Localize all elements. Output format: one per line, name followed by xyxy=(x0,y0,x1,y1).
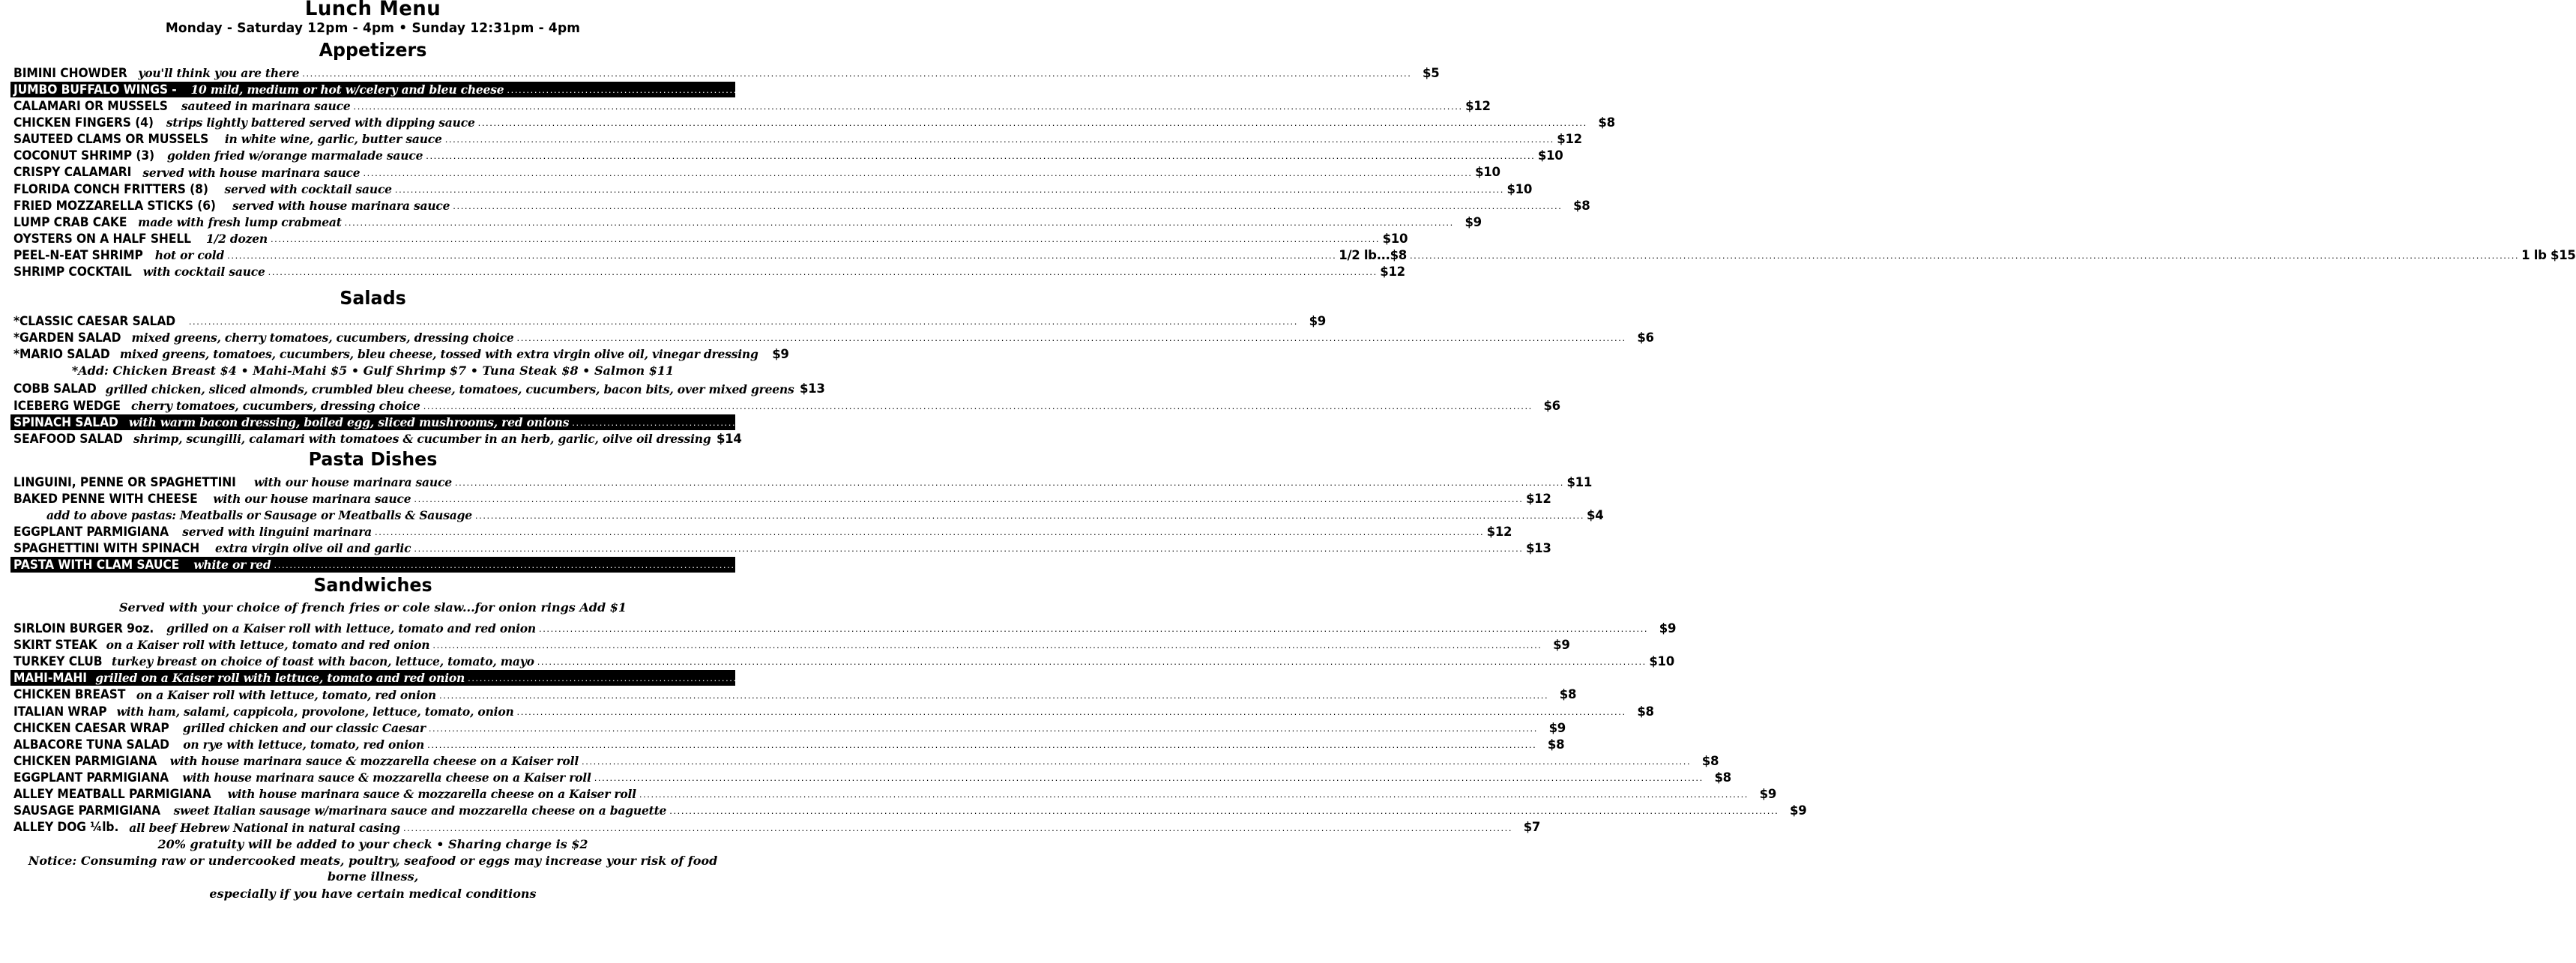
menu-item-name: SHRIMP COCKTAIL xyxy=(13,265,132,280)
dot-leader xyxy=(395,184,1504,194)
menu-item-description: 1/2 dozen xyxy=(206,232,268,247)
dot-leader xyxy=(582,756,1691,766)
menu-item-description: golden fried w/orange marmalade sauce xyxy=(167,148,423,163)
menu-item-description: grilled on a Kaiser roll with lettuce, tomato and red onion xyxy=(166,621,536,636)
menu-item-name: CHICKEN CAESAR WRAP xyxy=(13,720,169,735)
menu-item-price: $12 xyxy=(1525,491,1551,506)
menu-item-description: served with house marinara sauce xyxy=(232,198,450,213)
menu-item-row xyxy=(10,313,1326,329)
sandwiches-served-with-note: Served with your choice of french fries or cole slaw...for onion rings Add $1 xyxy=(119,600,627,615)
menu-item-name: FRIED MOZZARELLA STICKS (6) xyxy=(13,198,216,213)
menu-item-price: $11 xyxy=(1579,671,1605,686)
dot-leader xyxy=(669,806,1779,815)
menu-item-row xyxy=(10,198,1590,214)
menu-item-description: with cocktail sauce xyxy=(142,265,265,280)
menu-item-row xyxy=(10,247,2576,263)
menu-item-description: with ham, salami, cappicola, provolone, lettuce, tomato, onion xyxy=(116,704,514,719)
menu-item-row xyxy=(10,431,742,447)
menu-item-price: $8 xyxy=(1573,198,1590,213)
menu-item-name: CHICKEN BREAST xyxy=(13,687,126,702)
menu-item-price: $5 xyxy=(1423,65,1440,80)
menu-item-name: SPAGHETTINI WITH SPINACH xyxy=(13,541,200,556)
dot-leader xyxy=(227,250,1336,260)
dot-leader xyxy=(414,494,1523,504)
menu-item-description: on rye with lettuce, tomato, red onion xyxy=(183,737,425,752)
section-heading-salads: Salads xyxy=(340,287,406,310)
menu-item-name: SAUSAGE PARMIGIANA xyxy=(13,803,161,818)
menu-item-price: $10 xyxy=(1382,231,1408,246)
menu-item-name: SEAFOOD SALAD xyxy=(13,431,123,446)
menu-item-description: with warm bacon dressing, boiled egg, sliced mushrooms, red onions xyxy=(128,414,570,429)
menu-item-row xyxy=(10,670,1605,686)
menu-item-name: LINGUINI, PENNE OR SPAGHETTINI xyxy=(13,474,236,489)
menu-item-description: mixed greens, cherry tomatoes, cucumbers, dressing choice xyxy=(131,330,514,345)
menu-item-name: *MARIO SALAD xyxy=(13,347,110,362)
menu-item-row xyxy=(10,131,1582,147)
menu-item-name: COCONUT SHRIMP (3) xyxy=(13,148,155,163)
menu-item-row xyxy=(10,491,1551,507)
menu-item-price: $11 xyxy=(1566,474,1593,489)
dot-leader xyxy=(478,118,1587,127)
menu-item-name: CHICKEN PARMIGIANA xyxy=(13,753,157,768)
menu-item-description: with house marinara sauce & mozzarella cheese on a Kaiser roll xyxy=(169,754,579,769)
menu-item-price: $9 xyxy=(1692,414,1710,429)
menu-item-name: OYSTERS ON A HALF SHELL xyxy=(13,231,191,246)
dot-leader xyxy=(375,527,1484,537)
menu-item-description: sauteed in marinara sauce xyxy=(181,99,351,114)
menu-item-description: you'll think you are there xyxy=(138,65,300,80)
dot-leader xyxy=(475,510,1584,520)
dot-leader xyxy=(537,656,1647,666)
menu-item-price: $6 xyxy=(1637,330,1654,345)
menu-item-name: *CLASSIC CAESAR SALAD xyxy=(13,314,176,328)
dot-leader xyxy=(426,151,1535,160)
menu-item-price: $8 xyxy=(1701,753,1719,768)
menu-item-row xyxy=(10,686,1577,702)
menu-item-description: grilled chicken and our classic Caesar xyxy=(182,720,426,735)
menu-item-price: $12 xyxy=(1465,98,1491,113)
menu-item-price: $13 xyxy=(799,381,825,396)
menu-item-row xyxy=(10,82,1644,97)
menu-item-description: hot or cold xyxy=(154,248,225,263)
dot-leader xyxy=(274,560,1384,570)
menu-item-price: $7 xyxy=(1523,820,1541,835)
menu-item-row xyxy=(10,181,1533,197)
menu-item-description: in white wine, garlic, butter sauce xyxy=(224,132,442,147)
menu-item-row xyxy=(10,720,1566,736)
menu-item-description: turkey breast on choice of toast with bacon, lettuce, tomato, mayo xyxy=(112,654,534,669)
menu-item-row xyxy=(10,819,1541,835)
dot-leader xyxy=(468,673,1577,683)
menu-item-name: MAHI-MAHI xyxy=(13,671,87,686)
menu-item-price: $4 xyxy=(1587,507,1604,522)
menu-item-price: $8 xyxy=(1559,687,1577,702)
menu-item-row xyxy=(10,164,1500,180)
page-title: Lunch Menu xyxy=(304,0,441,20)
menu-item-description: with house marinara sauce & mozzarella cheese on a Kaiser roll xyxy=(182,770,591,785)
menu-item-row xyxy=(10,770,1731,785)
menu-item-name: ITALIAN WRAP xyxy=(13,704,107,719)
menu-item-price: $8 xyxy=(1598,115,1615,130)
menu-item-row xyxy=(10,148,1563,163)
sandwiches-list xyxy=(10,621,1807,836)
menu-item-description: all beef Hebrew National in natural casing xyxy=(129,820,400,835)
dot-leader xyxy=(403,823,1512,833)
dot-leader xyxy=(189,316,1298,326)
menu-item-price: $12 xyxy=(1486,525,1512,539)
menu-item-row xyxy=(10,637,1570,653)
menu-item-name: SIRLOIN BURGER 9oz. xyxy=(13,621,154,636)
menu-item-price: $9 xyxy=(772,347,789,362)
dot-leader xyxy=(439,690,1548,700)
menu-item-name: SKIRT STEAK xyxy=(13,638,97,653)
dot-leader xyxy=(271,234,1380,244)
menu-item-row xyxy=(10,803,1807,818)
dot-leader xyxy=(445,134,1554,144)
dot-leader xyxy=(268,267,1378,277)
dot-leader xyxy=(453,201,1562,211)
menu-item-name: COBB SALAD xyxy=(13,381,97,396)
menu-item-description: add to above pastas: Meatballs or Sausage or Meatballs & Sausage xyxy=(46,508,472,523)
appetizers-list xyxy=(10,65,2576,280)
health-notice-line-1: Notice: Consuming raw or undercooked meats, poultry, seafood or eggs may increase your risk of food borne illness, xyxy=(28,854,718,884)
menu-item-price: $10 xyxy=(1475,165,1500,180)
menu-item-row xyxy=(10,214,1482,230)
dot-leader xyxy=(427,740,1536,749)
dot-leader xyxy=(594,773,1704,782)
menu-item-description: sweet Italian sausage w/marinara sauce and mozzarella cheese on a baguette xyxy=(173,803,667,818)
menu-item-description: shrimp, scungilli, calamari with tomatoes & cucumber in an herb, garlic, oilve oil dressing xyxy=(133,431,711,446)
menu-item-row xyxy=(10,231,1408,247)
menu-item-description: strips lightly battered served with dipping sauce xyxy=(166,115,475,130)
menu-item-description: served with linguini marinara xyxy=(182,525,372,540)
menu-item-row xyxy=(10,414,1710,430)
menu-item-name: CALAMARI OR MUSSELS xyxy=(13,98,168,113)
menu-item-description: with house marinara sauce & mozzarella cheese on a Kaiser roll xyxy=(227,787,636,802)
menu-item-row xyxy=(10,557,1411,573)
menu-item-price: $12 xyxy=(1380,265,1405,280)
menu-item-price: $9 xyxy=(1790,803,1807,818)
menu-item-row xyxy=(10,65,1440,81)
menu-item-description: on a Kaiser roll with lettuce, tomato, red onion xyxy=(136,687,437,702)
menu-item-description: extra virgin olive oil and garlic xyxy=(214,541,411,556)
menu-item-row xyxy=(10,753,1719,769)
menu-item-price: $11 xyxy=(1619,82,1644,97)
menu-item-price: $9 xyxy=(1548,720,1566,735)
menu-item-name: SPINACH SALAD xyxy=(13,414,118,429)
dot-leader xyxy=(345,217,1454,227)
menu-item-name: PEEL-N-EAT SHRIMP xyxy=(13,248,143,262)
menu-item-description: grilled chicken, sliced almonds, crumbled bleu cheese, tomatoes, cucumbers, bacon bits, over mixed greens xyxy=(105,381,794,396)
menu-item-row xyxy=(10,330,1654,345)
menu-item-row xyxy=(10,398,1560,414)
menu-item-description: on a Kaiser roll with lettuce, tomato and red onion xyxy=(106,638,430,653)
menu-item-description: with our house marinara sauce xyxy=(253,474,452,489)
menu-item-price: $9 xyxy=(1309,314,1326,328)
menu-item-price: $14 xyxy=(716,431,742,446)
menu-item-price: $9 xyxy=(1553,638,1570,653)
menu-item-row xyxy=(10,540,1551,556)
menu-item-price: $9 xyxy=(1465,214,1482,229)
menu-item-row xyxy=(10,524,1512,540)
pasta-dishes-list xyxy=(10,474,1604,573)
menu-item-description: grilled on a Kaiser roll with lettuce, tomato and red onion xyxy=(95,671,465,686)
dot-leader xyxy=(639,789,1749,799)
menu-item-price: 1 lb $15 xyxy=(2521,248,2576,262)
menu-item-row xyxy=(10,621,1677,636)
menu-item-description: served with cocktail sauce xyxy=(224,181,392,196)
dot-leader xyxy=(414,543,1523,553)
dot-leader xyxy=(429,723,1538,733)
menu-item-row xyxy=(10,98,1491,114)
menu-item-name: ALLEY MEATBALL PARMIGIANA xyxy=(13,787,211,802)
menu-item-price: $8 xyxy=(1547,737,1565,752)
menu-item-price: $10 xyxy=(1506,181,1533,196)
menu-item-name: JUMBO BUFFALO WINGS - xyxy=(13,82,177,97)
menu-item-name: TURKEY CLUB xyxy=(13,654,103,669)
menu-item-description: served with house marinara sauce xyxy=(142,165,361,180)
dot-leader xyxy=(432,640,1542,650)
dot-leader xyxy=(1410,250,2519,260)
menu-item-description: cherry tomatoes, cucumbers, dressing choice xyxy=(131,398,420,413)
menu-item-secondary-price: 1/2 lb...$8 xyxy=(1339,248,1407,262)
menu-item-price: $6 xyxy=(1543,398,1560,413)
section-heading-appetizers: Appetizers xyxy=(319,38,427,61)
menu-item-row xyxy=(10,381,825,396)
menu-item-row xyxy=(10,474,1593,490)
menu-item-row xyxy=(10,786,1777,802)
dot-leader xyxy=(517,333,1626,342)
menu-item-name: ALBACORE TUNA SALAD xyxy=(13,737,169,752)
menu-item-name: LUMP CRAB CAKE xyxy=(13,214,127,229)
menu-item-row xyxy=(10,264,1405,280)
menu-item-description: made with fresh lump crabmeat xyxy=(138,214,342,229)
menu-item-price: $10 xyxy=(1537,148,1563,163)
dot-leader xyxy=(354,101,1463,111)
menu-item-description: 10 mild, medium or hot w/celery and bleu cheese xyxy=(190,82,504,97)
menu-item-name: CHICKEN FINGERS (4) xyxy=(13,115,154,130)
menu-item-row xyxy=(10,737,1565,752)
dot-leader xyxy=(302,68,1411,78)
menu-item-row xyxy=(10,704,1654,719)
menu-item-name: BAKED PENNE WITH CHEESE xyxy=(13,491,198,506)
health-notice-line-2: especially if you have certain medical conditions xyxy=(209,886,537,901)
menu-item-name: SAUTEED CLAMS OR MUSSELS xyxy=(13,132,209,147)
menu-item-row xyxy=(10,507,1604,523)
section-heading-sandwiches: Sandwiches xyxy=(313,574,432,597)
menu-item-name: PASTA WITH CLAM SAUCE xyxy=(13,558,180,573)
menu-item-row xyxy=(10,346,789,362)
menu-item-description: white or red xyxy=(193,558,271,573)
menu-item-price: $10 xyxy=(1649,654,1674,669)
menu-item-row xyxy=(10,653,1674,669)
menu-item-name: ALLEY DOG ¼lb. xyxy=(13,820,119,835)
menu-item-name: EGGPLANT PARMIGIANA xyxy=(13,770,169,785)
menu-item-price: $15 xyxy=(1386,558,1411,573)
dot-leader xyxy=(423,401,1533,411)
salads-list-top xyxy=(10,313,1654,362)
menu-item-price: $8 xyxy=(1637,704,1654,719)
menu-item-price: $9 xyxy=(1659,621,1677,636)
dot-leader xyxy=(507,85,1616,94)
dot-leader xyxy=(517,707,1626,716)
menu-item-price: $8 xyxy=(1714,770,1731,785)
gratuity-note: 20% gratuity will be added to your check • Sharing charge is $2 xyxy=(157,836,588,851)
menu-item-price: $13 xyxy=(1525,541,1551,556)
menu-item-name: BIMINI CHOWDER xyxy=(13,65,127,80)
dot-leader xyxy=(539,624,1648,633)
menu-item-description: with our house marinara sauce xyxy=(213,491,411,506)
salad-add-ons-note: *Add: Chicken Breast $4 • Mahi-Mahi $5 • Gulf Shrimp $7 • Tuna Steak $8 • Salmon $11 xyxy=(71,363,675,378)
menu-item-name: CRISPY CALAMARI xyxy=(13,165,132,180)
dot-leader xyxy=(572,417,1681,427)
salads-list-bottom xyxy=(10,381,1710,447)
menu-item-price: $12 xyxy=(1557,132,1582,147)
menu-item-name: EGGPLANT PARMIGIANA xyxy=(13,525,169,539)
service-hours: Monday - Saturday 12pm - 4pm • Sunday 12:31pm - 4pm xyxy=(165,21,581,36)
dot-leader xyxy=(455,477,1564,487)
dot-leader xyxy=(363,168,1472,178)
menu-item-name: *GARDEN SALAD xyxy=(13,330,121,345)
menu-item-name: ICEBERG WEDGE xyxy=(13,398,121,413)
menu-item-row xyxy=(10,115,1615,130)
menu-item-price: $9 xyxy=(1759,787,1777,802)
menu-item-description: mixed greens, tomatoes, cucumbers, bleu cheese, tossed with extra virgin olive oil, vinegar dressing xyxy=(119,347,758,362)
section-heading-pasta-dishes: Pasta Dishes xyxy=(308,447,438,470)
menu-item-name: FLORIDA CONCH FRITTERS (8) xyxy=(13,181,208,196)
